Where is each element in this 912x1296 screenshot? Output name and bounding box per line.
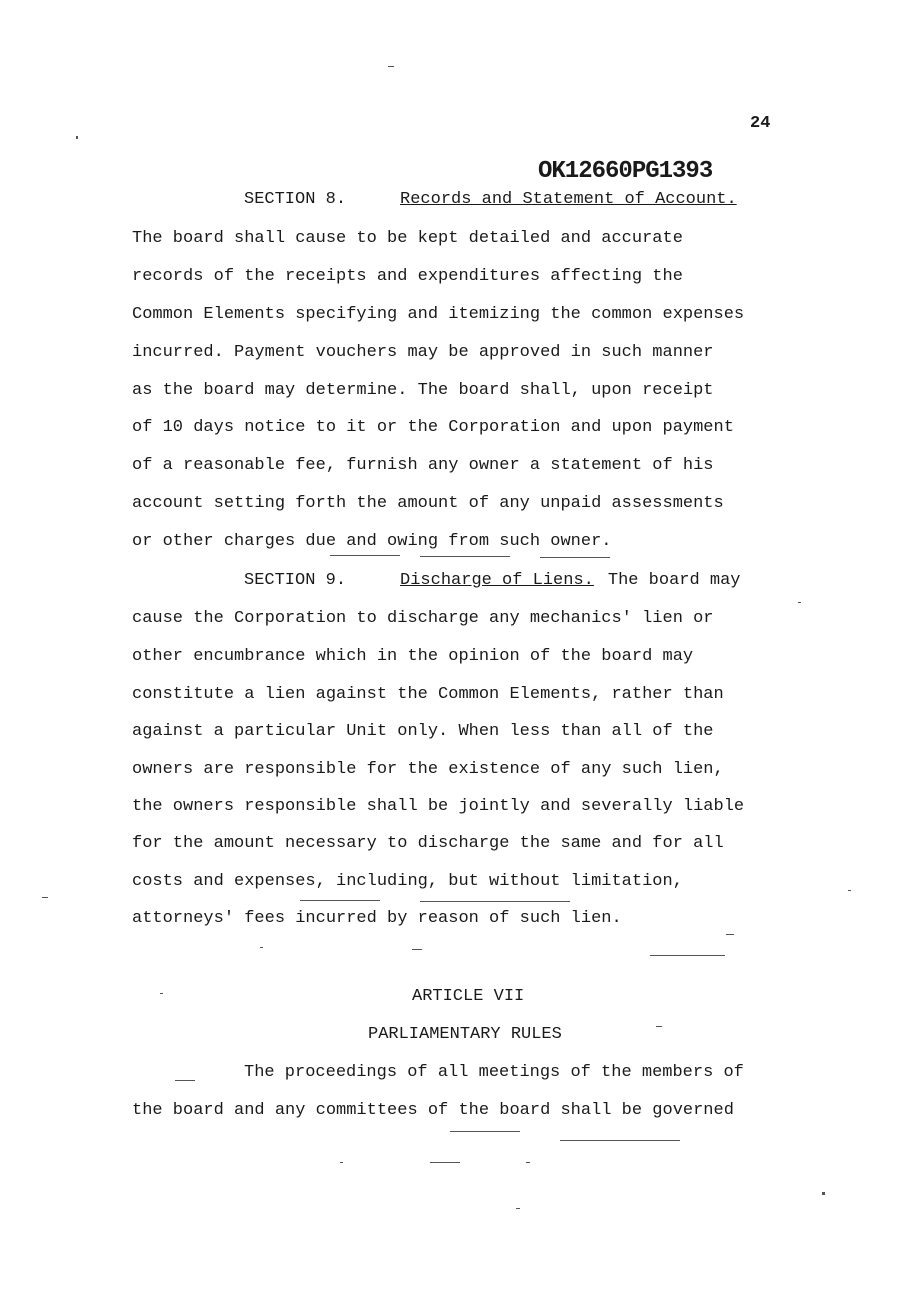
scan-speck	[430, 1162, 460, 1163]
scan-speck	[822, 1192, 825, 1195]
section-9-line: attorneys' fees incurred by reason of such lien.	[132, 909, 622, 928]
section-8-line: The board shall cause to be kept detailed and accurate	[132, 229, 683, 248]
scan-speck	[726, 934, 734, 935]
section-9-line: cause the Corporation to discharge any mechanics' lien or	[132, 609, 714, 628]
scan-speck	[798, 602, 801, 603]
section-8-line: or other charges due and owing from such owner.	[132, 532, 612, 551]
scan-speck	[560, 1140, 680, 1141]
scan-speck	[420, 901, 570, 902]
page-number: 24	[750, 114, 771, 133]
scan-speck	[540, 557, 610, 558]
scan-speck	[300, 900, 380, 901]
section-8-line: Common Elements specifying and itemizing the common expenses	[132, 305, 745, 324]
section-9-title: Discharge of Liens.	[400, 571, 594, 590]
section-8-line: of 10 days notice to it or the Corporation and upon payment	[132, 418, 734, 437]
scan-speck	[340, 1162, 343, 1163]
section-9-line: the owners responsible shall be jointly and severally liable	[132, 797, 745, 816]
section-9-line: costs and expenses, including, but without limitation,	[132, 872, 683, 891]
section-8-title: Records and Statement of Account.	[400, 190, 737, 209]
scan-speck	[526, 1162, 530, 1163]
section-8-line: incurred. Payment vouchers may be approved in such manner	[132, 343, 714, 362]
section-9-label: SECTION 9.	[244, 571, 347, 590]
section-8-line: records of the receipts and expenditures affecting the	[132, 267, 683, 286]
scan-speck	[650, 955, 725, 956]
scan-speck	[175, 1080, 195, 1081]
scan-speck	[330, 555, 400, 556]
article-number: ARTICLE VII	[412, 987, 525, 1006]
article-title: PARLIAMENTARY RULES	[368, 1025, 562, 1044]
section-9-line: constitute a lien against the Common Elements, rather than	[132, 685, 724, 704]
scan-speck	[42, 897, 48, 898]
scan-speck	[656, 1026, 662, 1027]
section-8-label: SECTION 8.	[244, 190, 347, 209]
scan-speck	[848, 890, 851, 891]
section-8-line: as the board may determine. The board shall, upon receipt	[132, 381, 714, 400]
scan-speck	[420, 556, 510, 557]
scan-speck	[260, 947, 263, 948]
scan-speck	[388, 66, 394, 67]
section-9-line: against a particular Unit only. When less than all of the	[132, 722, 714, 741]
scan-speck	[160, 993, 163, 994]
section-8-heading	[244, 190, 737, 209]
section-9-line: owners are responsible for the existence of any such lien,	[132, 760, 724, 779]
scan-speck	[450, 1131, 520, 1132]
section-9-line: other encumbrance which in the opinion of the board may	[132, 647, 694, 666]
section-9-heading	[244, 571, 741, 590]
scan-speck	[516, 1208, 520, 1209]
scan-speck	[412, 949, 422, 950]
section-8-line: of a reasonable fee, furnish any owner a statement of his	[132, 456, 714, 475]
recording-stamp: OK12660PG1393	[538, 158, 713, 185]
article-7-first-line: The proceedings of all meetings of the members of	[244, 1063, 744, 1082]
article-7-line: the board and any committees of the board shall be governed	[132, 1101, 734, 1120]
section-9-first-line: The board may	[607, 571, 741, 590]
scan-speck	[76, 136, 78, 139]
section-8-line: account setting forth the amount of any unpaid assessments	[132, 494, 724, 513]
section-9-line: for the amount necessary to discharge the same and for all	[132, 834, 724, 853]
